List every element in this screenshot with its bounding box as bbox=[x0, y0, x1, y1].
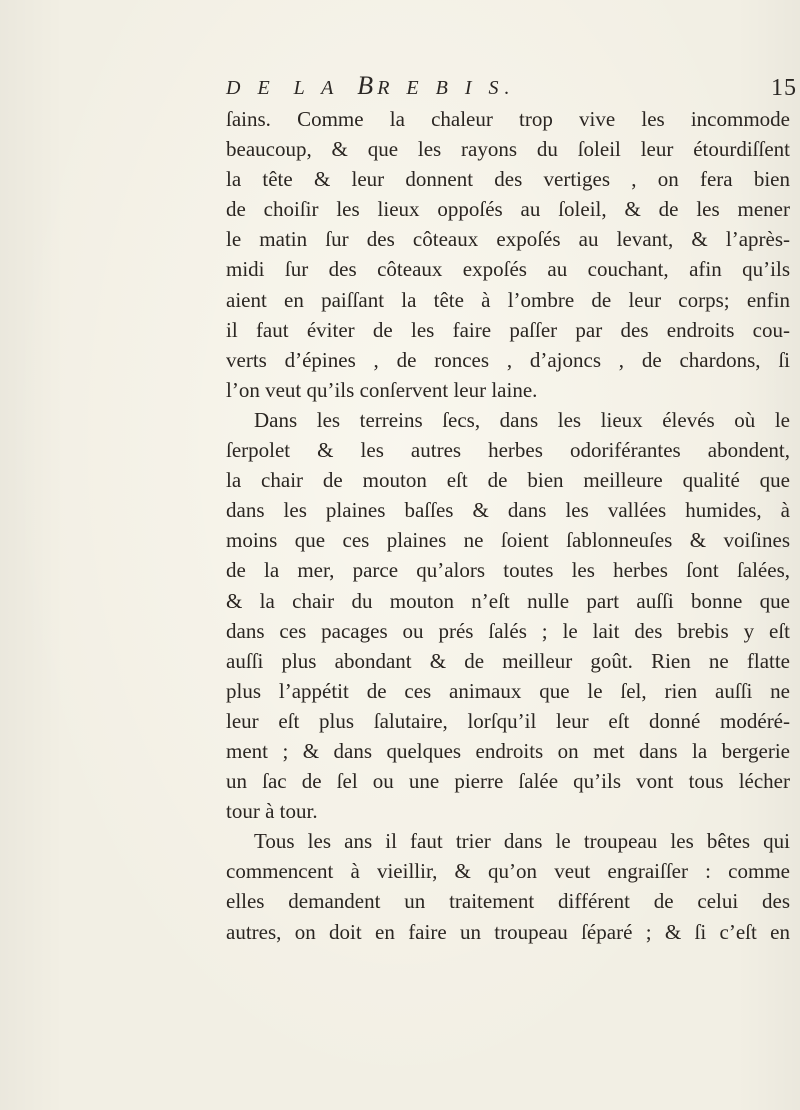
text-line: elles demandent un traitement différent de celui des bbox=[226, 889, 790, 914]
text-line: beaucoup, & que les rayons du ſoleil leur étourdiſſent bbox=[226, 137, 790, 162]
paragraph-start-line: Tous les ans il faut trier dans le troupeau les bêtes qui bbox=[254, 829, 790, 854]
text-line: la tête & leur donnent des vertiges , on fera bien bbox=[226, 167, 790, 192]
running-head-part: L A bbox=[293, 77, 340, 99]
running-head bbox=[226, 71, 516, 101]
text-line: la chair de mouton eſt de bien meilleure qualité que bbox=[226, 468, 790, 493]
text-line: le matin ſur des côteaux expoſés au levant, & l’après- bbox=[226, 227, 790, 252]
text-line: leur eſt plus ſalutaire, lorſqu’il leur eſt donné modéré- bbox=[226, 708, 790, 733]
text-line: midi ſur des côteaux expoſés au couchant, afin qu’ils bbox=[226, 257, 790, 282]
text-line: ſerpolet & les autres herbes odoriférantes abondent, bbox=[226, 438, 790, 463]
page-number: 15 bbox=[771, 75, 797, 101]
text-line: aient en paiſſant la tête à l’ombre de leur corps; enfin bbox=[226, 287, 790, 312]
text-line: un ſac de ſel ou une pierre ſalée qu’ils vont tous lécher bbox=[226, 769, 790, 794]
text-line: dans les plaines baſſes & dans les vallées humides, à bbox=[226, 498, 790, 523]
text-line: il faut éviter de les faire paſſer par des endroits cou- bbox=[226, 317, 790, 342]
running-head-part: D E bbox=[226, 77, 276, 99]
running-head-part: B bbox=[357, 71, 378, 100]
text-line: dans ces pacages ou prés ſalés ; le lait des brebis y eſt bbox=[226, 618, 790, 643]
text-line: de la mer, parce qu’alors toutes les herbes ſont ſalées, bbox=[226, 558, 790, 583]
text-line: verts d’épines , de ronces , d’ajoncs , de chardons, ſi bbox=[226, 347, 790, 372]
text-line: auſſi plus abondant & de meilleur goût. Rien ne flatte bbox=[226, 648, 790, 673]
text-line: commencent à vieillir, & qu’on veut engraiſſer : comme bbox=[226, 859, 790, 884]
text-line: autres, on doit en faire un troupeau ſéparé ; & ſi c’eſt en bbox=[226, 919, 790, 944]
body-text bbox=[226, 104, 790, 947]
text-line: ſains. Comme la chaleur trop vive les incommode bbox=[226, 107, 790, 131]
running-head-part: R E B I S. bbox=[377, 77, 516, 99]
text-line: & la chair du mouton n’eſt nulle part auſſi bonne que bbox=[226, 588, 790, 613]
text-line: moins que ces plaines ne ſoient ſablonneuſes & voiſines bbox=[226, 528, 790, 553]
text-line: tour à tour. bbox=[226, 799, 318, 824]
paragraph-start-line: Dans les terreins ſecs, dans les lieux élevés où le bbox=[254, 407, 790, 432]
text-line: l’on veut qu’ils conſervent leur laine. bbox=[226, 377, 538, 402]
text-line: de choiſir les lieux oppoſés au ſoleil, & de les mener bbox=[226, 197, 790, 222]
text-line: plus l’appétit de ces animaux que le ſel, rien auſſi ne bbox=[226, 678, 790, 703]
text-line: ment ; & dans quelques endroits on met dans la bergerie bbox=[226, 738, 790, 763]
